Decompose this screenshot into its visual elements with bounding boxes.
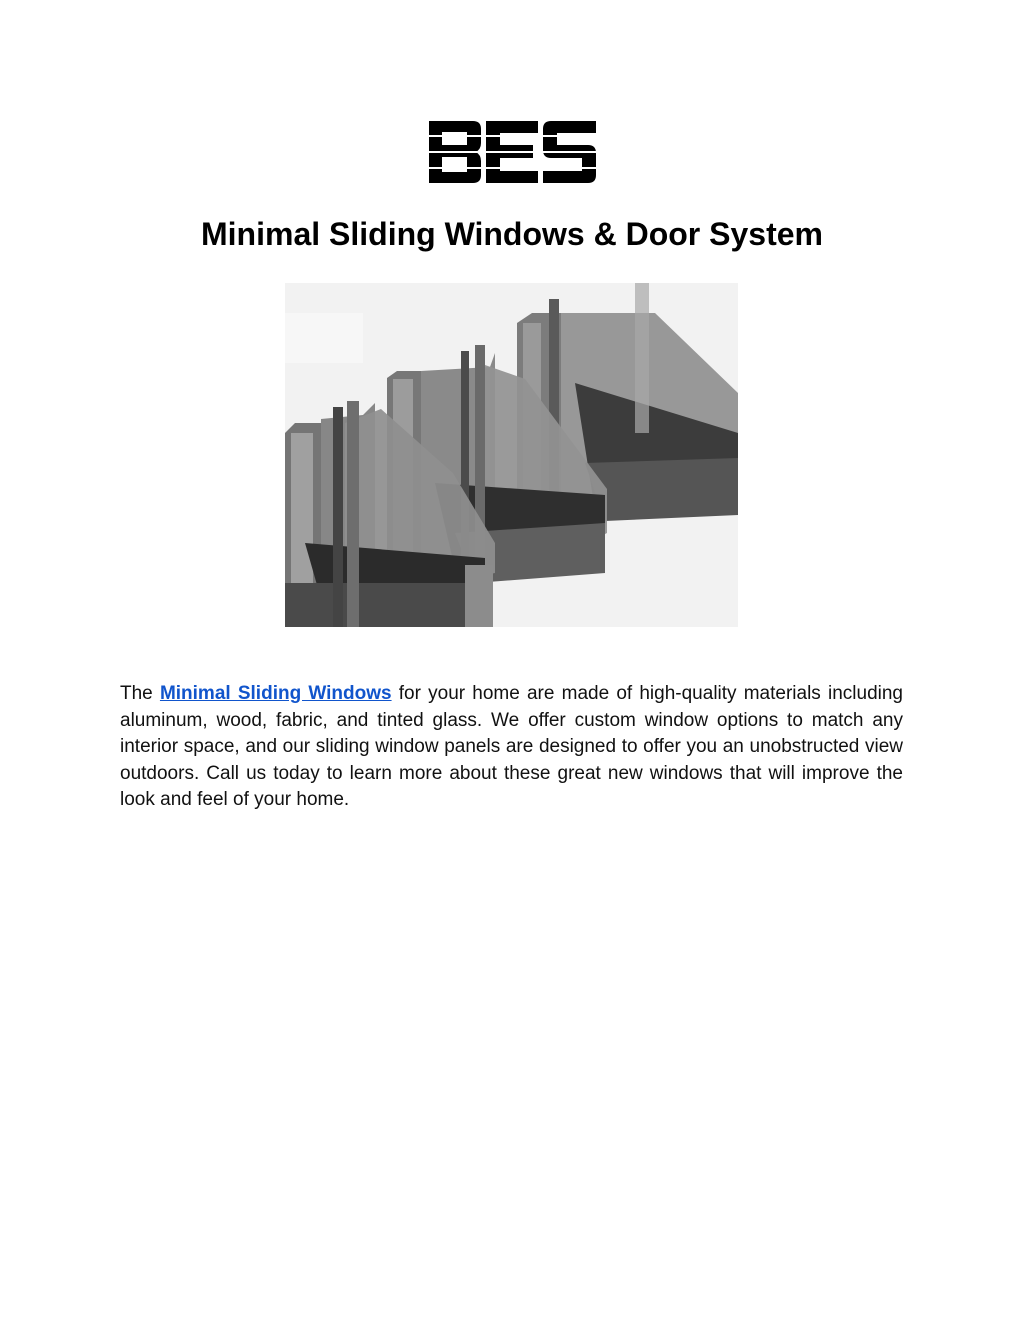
bes-logo (429, 121, 596, 183)
paragraph-body: for your home are made of high-quality materials including aluminum, wood, fabric, and tinted glass. We offer custom window options to match any interior space, and our sliding window panels are designed to offer you an unobstructed view outdoors. Call us today to learn more about these great new windows that will improve the look and feel of your home. (120, 683, 903, 811)
body-paragraph (120, 681, 903, 814)
minimal-sliding-windows-link[interactable]: Minimal Sliding Windows (159, 683, 392, 704)
page-title: Minimal Sliding Windows & Door System (201, 216, 823, 252)
sliding-window-profiles-image (285, 283, 738, 627)
paragraph-intro: The (120, 683, 160, 704)
